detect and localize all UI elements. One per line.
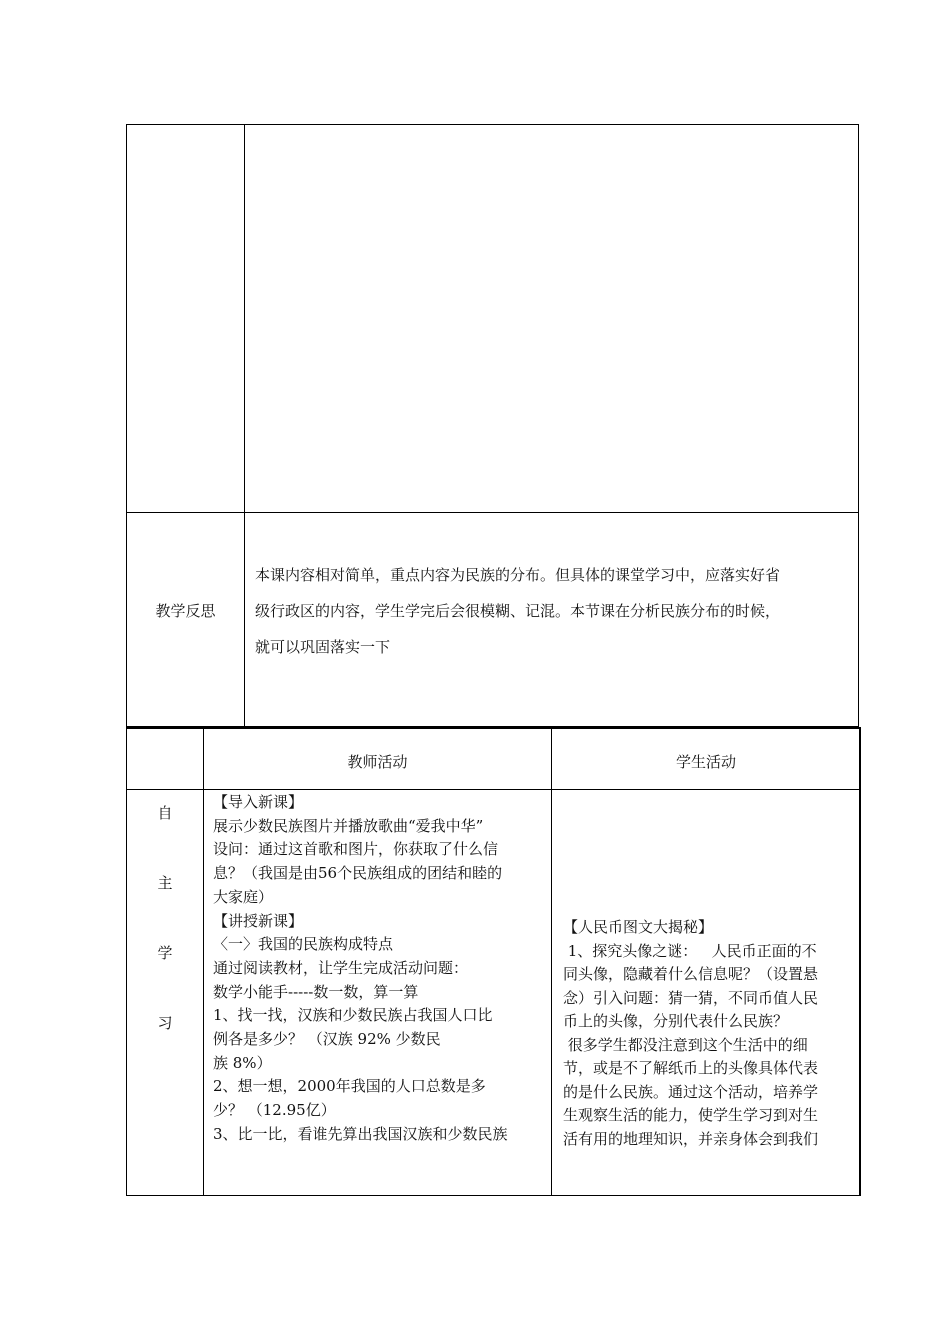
student-line: 念）引入问题：猜一猜，不同币值人民: [563, 988, 819, 1007]
student-line: 1、探究头像之谜： 人民币正面的不: [563, 941, 817, 960]
stage-char: 自: [157, 804, 173, 822]
column-divider: [203, 729, 204, 1196]
teacher-line: 【讲授新课】: [213, 911, 304, 930]
student-line: 【人民币图文大揭秘】: [563, 918, 714, 936]
student-line: 币上的头像，分别代表什么民族？: [563, 1012, 789, 1030]
reflection-line: 级行政区的内容，学生学完后会很模糊、记混。本节课在分析民族分布的时候，: [255, 602, 781, 620]
reflection-line: 本课内容相对简单，重点内容为民族的分布。但具体的课堂学习中，应落实好省: [255, 566, 781, 584]
row-divider: [127, 512, 858, 513]
student-line: 的是什么民族。通过这个活动，培养学: [563, 1082, 819, 1101]
teacher-line: 展示少数民族图片并播放歌曲“爱我中华”: [213, 816, 484, 835]
activity-table: [126, 727, 861, 1196]
stage-char: 习: [157, 1014, 173, 1032]
teacher-line: 大家庭）: [213, 887, 274, 906]
teacher-line: 通过阅读教材，让学生完成活动问题：: [213, 958, 469, 977]
reflection-label: 教学反思: [155, 602, 216, 620]
teacher-line: 【导入新课】: [213, 793, 304, 811]
column-divider: [551, 729, 552, 1196]
teacher-line: 息？（我国是由56个民族组成的团结和睦的: [213, 864, 503, 883]
student-line: 节，或是不了解纸币上的头像具体代表: [563, 1059, 819, 1077]
reflection-line: 就可以巩固落实一下: [255, 638, 391, 656]
teacher-line: 数学小能手-----数一数，算一算: [213, 982, 419, 1001]
table-bottom-border: [127, 1195, 859, 1196]
teacher-line: 少？ （12.95亿）: [213, 1101, 336, 1120]
teacher-activity-content: [213, 791, 543, 1147]
stage-char: 学: [157, 944, 173, 962]
header-divider: [127, 789, 859, 790]
teacher-line: 2、想一想，2000年我国的人口总数是多: [213, 1077, 486, 1096]
student-line: 活有用的地理知识，并亲身体会到我们: [563, 1129, 819, 1148]
stage-label: [127, 803, 203, 1083]
teacher-activity-header: 教师活动: [347, 753, 408, 771]
teacher-line: 设问：通过这首歌和图片，你获取了什么信: [213, 840, 499, 859]
student-line: 生观察生活的能力，使学生学习到对生: [563, 1106, 819, 1124]
teacher-line: 例各是多少？ （汉族 92% 少数民: [213, 1030, 441, 1049]
teacher-line: 1、找一找，汉族和少数民族占我国人口比: [213, 1006, 493, 1025]
student-activity-content: [563, 916, 855, 1151]
reflection-text: [255, 557, 855, 665]
stage-char: 主: [157, 874, 173, 892]
student-activity-header: 学生活动: [675, 753, 736, 771]
teacher-line: 族 8%）: [213, 1053, 272, 1072]
teacher-line: 3、比一比，看谁先算出我国汉族和少数民族: [213, 1124, 508, 1143]
student-line: 很多学生都没注意到这个生活中的细: [563, 1035, 808, 1054]
student-line: 同头像，隐藏着什么信息呢？（设置悬: [563, 965, 819, 983]
teacher-line: 〈一〉我国的民族构成特点: [213, 935, 394, 954]
reflection-table: [126, 124, 859, 727]
column-divider: [244, 125, 245, 726]
